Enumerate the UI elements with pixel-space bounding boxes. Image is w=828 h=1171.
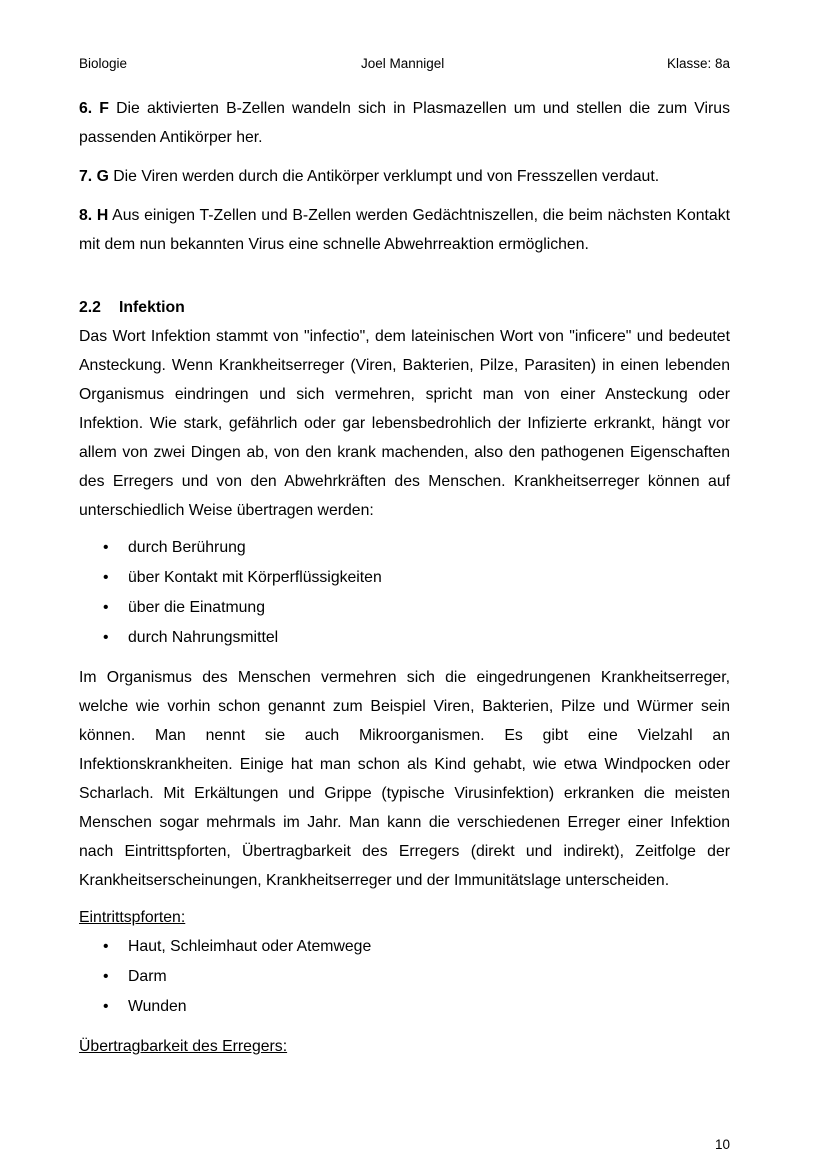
bullet-icon: •	[103, 998, 109, 1015]
list-item	[79, 932, 730, 962]
bullet-icon: •	[103, 938, 109, 955]
section-heading	[79, 293, 730, 322]
list-item	[79, 962, 730, 992]
header-subject: Biologie	[79, 56, 128, 71]
header-author: Joel Mannigel	[361, 56, 445, 71]
section-number: 2.2	[79, 299, 101, 316]
page-content	[79, 94, 730, 1061]
item-label: 7. G	[79, 168, 109, 185]
entry-ports-list	[79, 932, 730, 1022]
paragraph-infection-definition: Das Wort Infektion stammt von "infectio", dem lateinischen Wort von "inficere" und bedeutet Ansteckung. Wenn Krankheitserreger (Viren, Bakterien, Pilze, Parasiten) in einen lebenden Organismus eindringen und sich vermehren, spricht man von einer Ansteckung oder Infektion. Wie stark, gefährlich oder gar lebensbedrohlich der Infizierte erkrankt, hängt vor allem von zwei Dingen ab, von den krank machenden, also den pathogenen Eigenschaften des Erregers und von den Abwehrkräften des Menschen. Krankheitserreger können auf unterschiedlich Weise übertragen werden:	[79, 328, 730, 519]
list-item-6	[79, 94, 730, 152]
bullet-icon: •	[103, 968, 109, 985]
page-header	[79, 56, 730, 74]
transmission-list	[79, 533, 730, 653]
list-item	[79, 593, 730, 623]
item-text: Die Viren werden durch die Antikörper verklumpt und von Fresszellen verdaut.	[108, 168, 660, 185]
list-item-7	[79, 162, 730, 191]
transmissibility-heading: Übertragbarkeit des Erregers:	[79, 1038, 288, 1055]
entry-ports-heading: Eintrittspforten:	[79, 909, 186, 926]
list-item-text: durch Berührung	[128, 539, 246, 556]
list-item	[79, 623, 730, 653]
header-class: Klasse: 8a	[666, 56, 730, 71]
list-item	[79, 992, 730, 1022]
bullet-icon: •	[103, 629, 109, 646]
section-title: Infektion	[119, 299, 185, 316]
list-item-text: durch Nahrungsmittel	[128, 629, 279, 646]
list-item	[79, 533, 730, 563]
list-item-text: Darm	[128, 968, 167, 985]
item-text: Aus einigen T-Zellen und B-Zellen werden Gedächtniszellen, die beim nächsten Kontakt mit dem nun bekannten Virus eine schnelle Abwehrreaktion ermöglichen.	[79, 207, 730, 253]
list-item-text: über die Einatmung	[128, 599, 265, 616]
list-item-text: über Kontakt mit Körperflüssigkeiten	[128, 569, 382, 586]
list-item	[79, 563, 730, 593]
list-item-8	[79, 201, 730, 259]
item-label: 8. H	[79, 207, 109, 224]
item-text: Die aktivierten B-Zellen wandeln sich in Plasmazellen um und stellen die zum Virus passenden Antikörper her.	[79, 100, 730, 146]
bullet-icon: •	[103, 539, 109, 556]
bullet-icon: •	[103, 569, 109, 586]
paragraph-microorganisms: Im Organismus des Menschen vermehren sich die eingedrungenen Krankheitserreger, welche wie vorhin schon genannt zum Beispiel Viren, Bakterien, Pilze und Würmer sein können. Man nennt sie auch Mikroorganismen. Es gibt eine Vielzahl an Infektionskrankheiten. Einige hat man schon als Kind gehabt, wie etwa Windpocken oder Scharlach. Mit Erkältungen und Grippe (typische Virusinfektion) erkranken die meisten Menschen sogar mehrmals im Jahr. Man kann die verschiedenen Erreger einer Infektion nach Eintrittspforten, Übertragbarkeit des Erregers (direkt und indirekt), Zeitfolge der Krankheitserscheinungen, Krankheitserreger und der Immunitätslage unterscheiden.	[79, 669, 730, 889]
list-item-text: Haut, Schleimhaut oder Atemwege	[128, 938, 372, 955]
page-number: 10	[714, 1137, 730, 1152]
list-item-text: Wunden	[128, 998, 187, 1015]
item-label: 6. F	[79, 100, 109, 117]
bullet-icon: •	[103, 599, 109, 616]
